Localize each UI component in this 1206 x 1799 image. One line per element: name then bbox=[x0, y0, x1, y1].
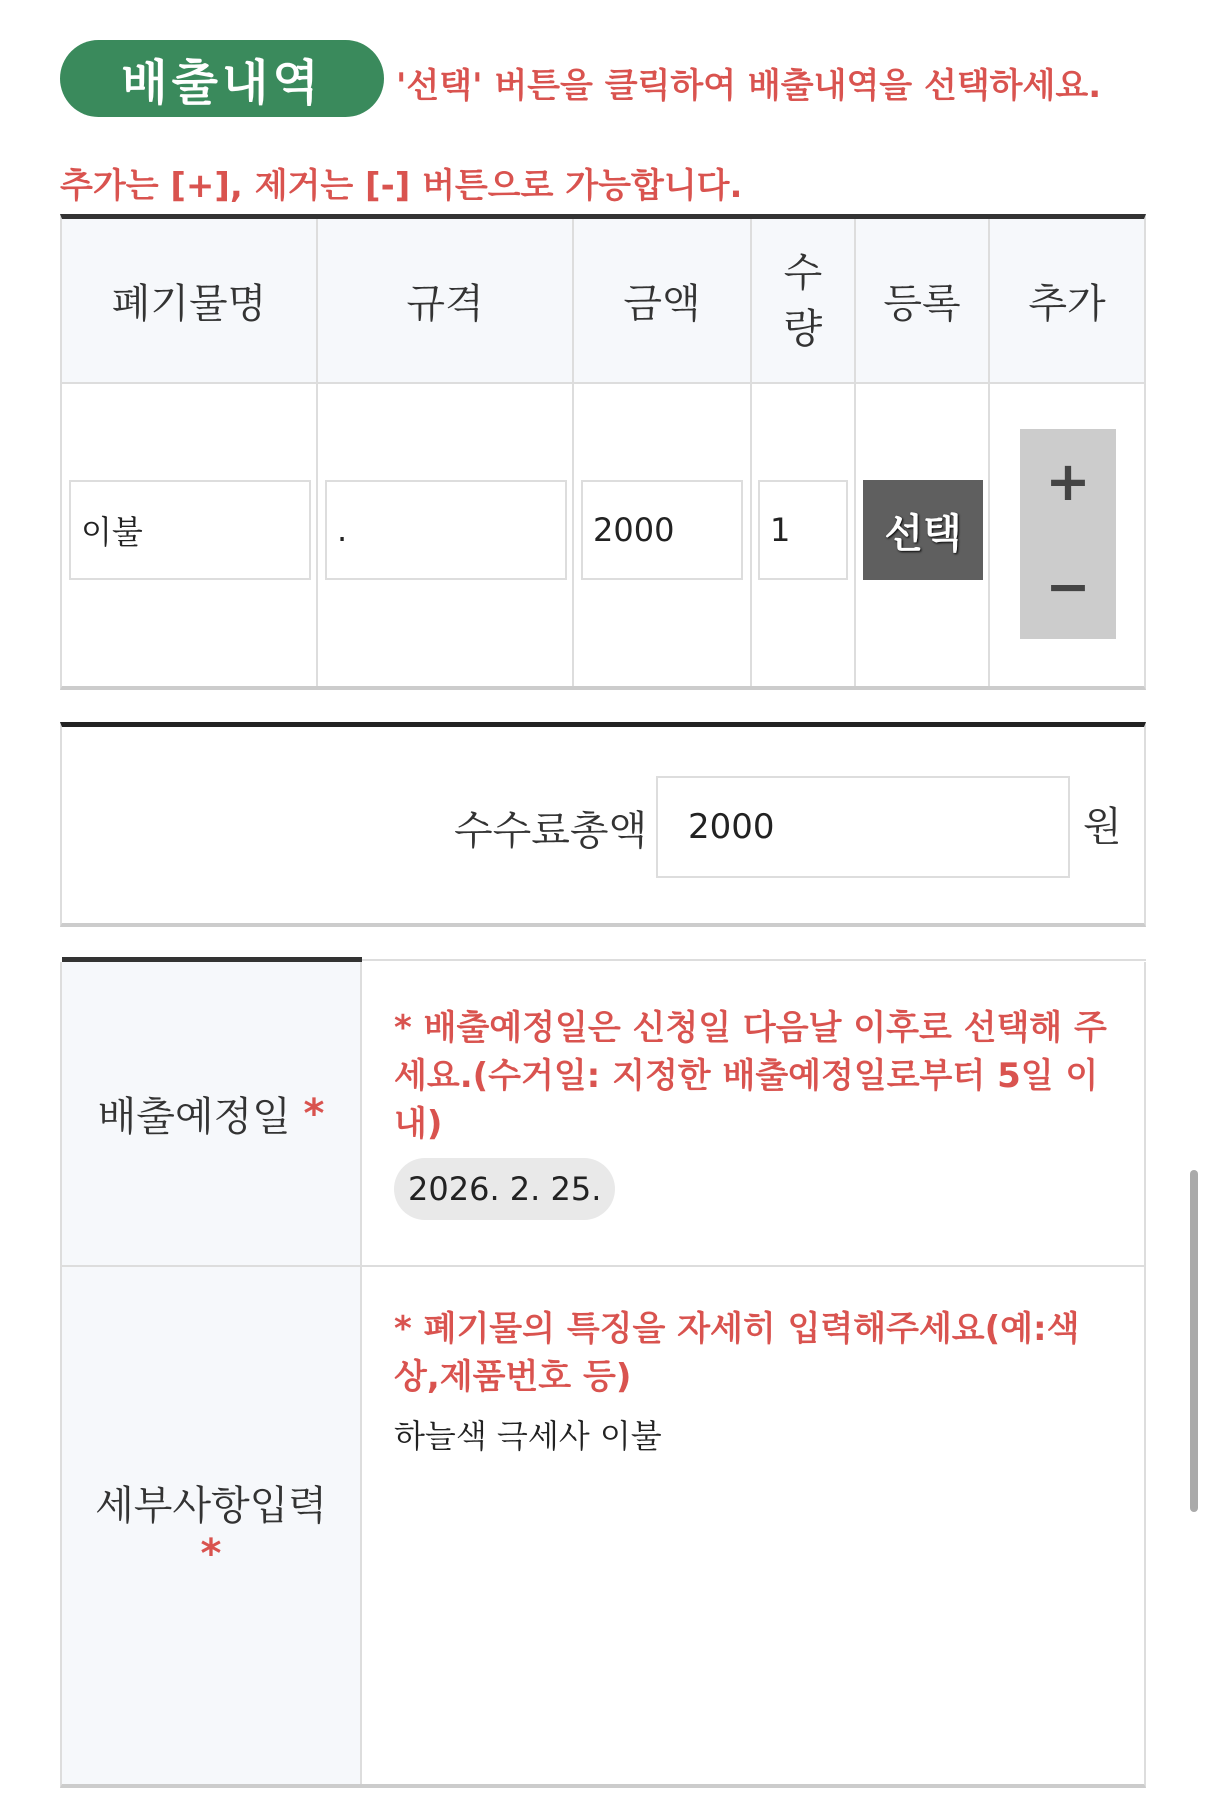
select-button[interactable]: 선택 bbox=[863, 480, 983, 580]
waste-name-field[interactable]: 이불 bbox=[69, 480, 311, 580]
select-instruction: '선택' 버튼을 클릭하여 배출내역을 선택하세요. bbox=[396, 66, 1102, 106]
col-header-waste-name: 폐기물명 bbox=[62, 219, 318, 384]
fee-total-field: 2000 bbox=[656, 776, 1070, 878]
memo-label bbox=[62, 1267, 362, 1784]
spec-field[interactable]: . bbox=[325, 480, 567, 580]
cell-waste-name bbox=[62, 384, 318, 686]
col-header-register: 등록 bbox=[856, 219, 990, 384]
divider bbox=[362, 959, 1146, 961]
fee-total-label: 수수료총액 bbox=[454, 808, 648, 854]
col-header-qty: 수 량 bbox=[752, 219, 856, 384]
scrollbar[interactable] bbox=[1190, 1170, 1198, 1512]
disposal-date-cell bbox=[362, 962, 1146, 1267]
cell-spec bbox=[318, 384, 574, 686]
disposal-date-label bbox=[62, 962, 362, 1267]
fee-total-section bbox=[60, 722, 1146, 927]
col-header-price: 금액 bbox=[574, 219, 752, 384]
memo-label-text: 세부사항입력 bbox=[95, 1483, 327, 1529]
memo-notice: * 폐기물의 특징을 자세히 입력해주세요(예:색상,제품번호 등) bbox=[394, 1309, 1080, 1397]
required-mark: * bbox=[200, 1531, 222, 1577]
price-field[interactable]: 2000 bbox=[581, 480, 743, 580]
memo-cell bbox=[362, 1267, 1146, 1784]
add-remove-control bbox=[1020, 429, 1116, 639]
waste-table bbox=[60, 214, 1146, 690]
remove-row-button[interactable]: − bbox=[1045, 555, 1091, 618]
col-header-spec: 규격 bbox=[318, 219, 574, 384]
disposal-date-input[interactable]: 2026. 2. 25. bbox=[394, 1158, 615, 1220]
cell-add bbox=[990, 384, 1144, 686]
qty-field[interactable]: 1 bbox=[758, 480, 848, 580]
cell-register bbox=[856, 384, 990, 686]
add-remove-instruction: 추가는 [+], 제거는 [-] 버튼으로 가능합니다. bbox=[60, 166, 743, 206]
disposal-date-notice: * 배출예정일은 신청일 다음날 이후로 선택해 주세요.(수거일: 지정한 배출예정일로부터 5일 이내) bbox=[394, 1008, 1107, 1144]
cell-price bbox=[574, 384, 752, 686]
add-row-button[interactable]: + bbox=[1045, 450, 1091, 513]
memo-textarea[interactable]: 하늘색 극세사 이불 bbox=[394, 1417, 662, 1455]
fee-unit-label: 원 bbox=[1083, 804, 1122, 850]
col-header-add: 추가 bbox=[990, 219, 1144, 384]
section-badge: 배출내역 bbox=[60, 40, 384, 117]
disposal-date-label-text: 배출예정일 bbox=[97, 1094, 291, 1140]
details-form bbox=[60, 962, 1146, 1788]
required-mark: * bbox=[303, 1090, 325, 1137]
cell-qty bbox=[752, 384, 856, 686]
